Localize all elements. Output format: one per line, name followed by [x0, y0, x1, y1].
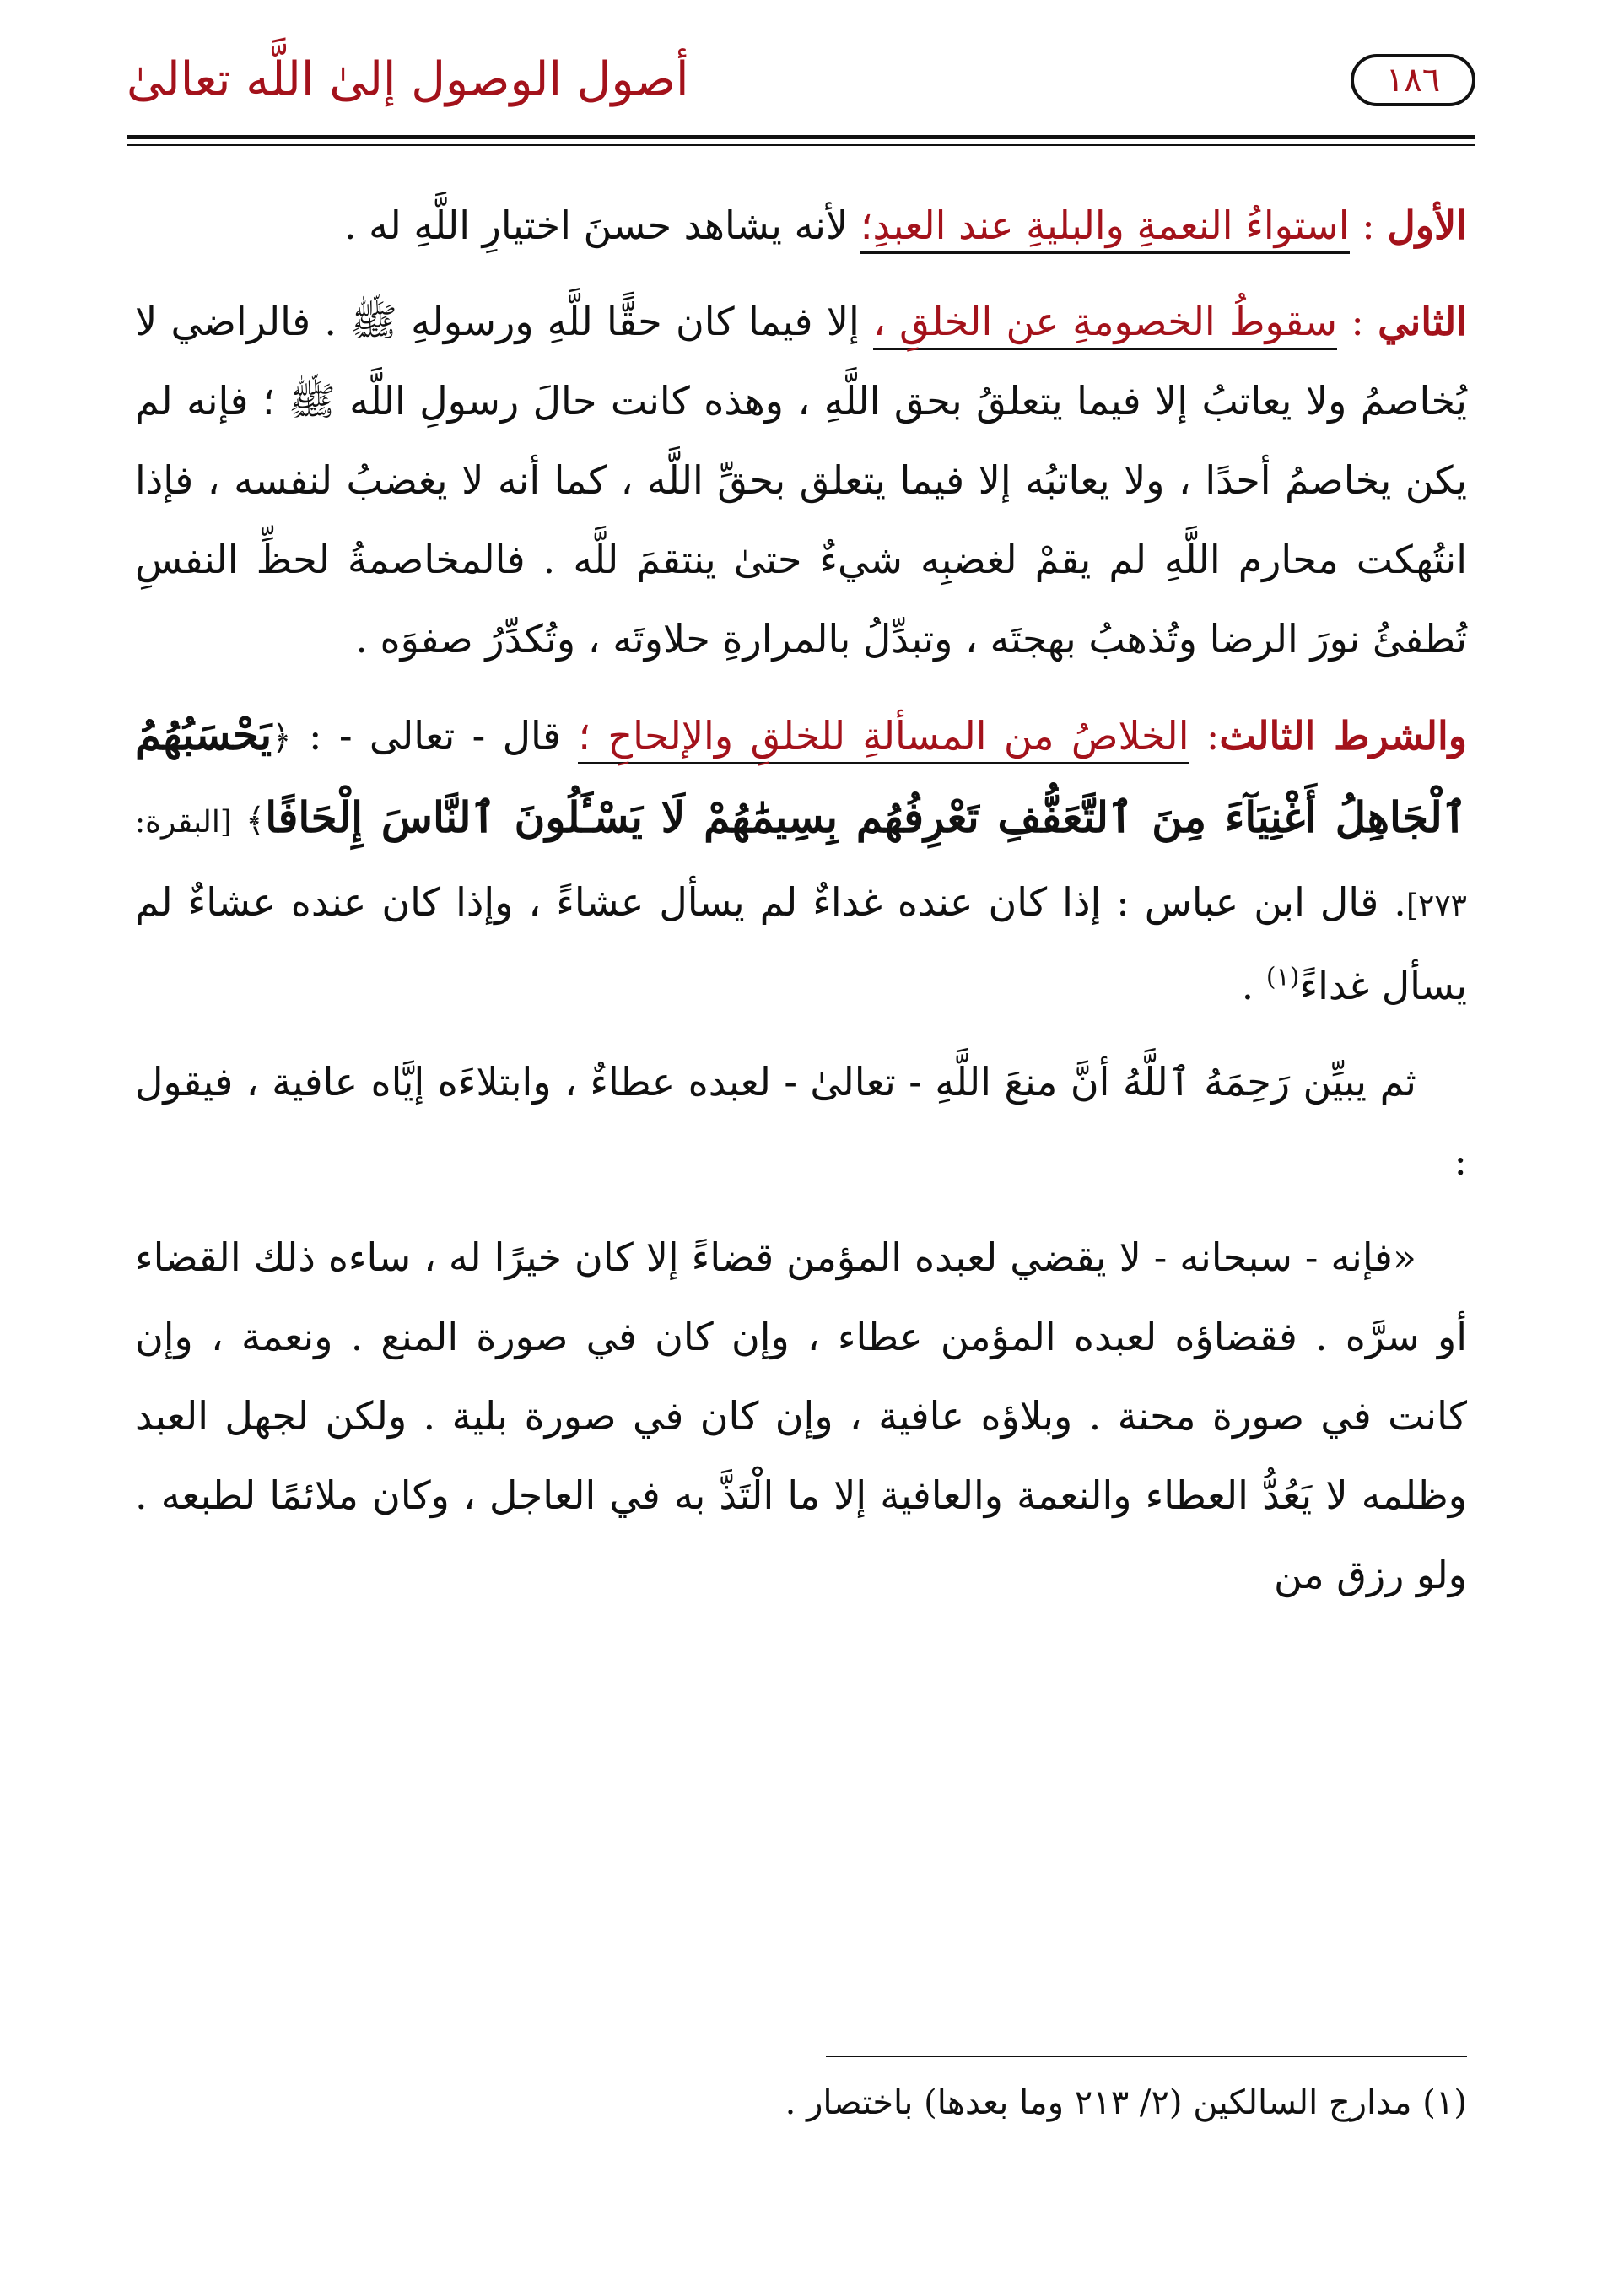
citation-open: [: [219, 805, 245, 840]
paragraph-second-condition: [135, 282, 1467, 678]
quran-verse: يَحْسَبُهُمُ ٱلْجَاهِلُ أَغْنِيَآءَ مِنَ ٱلتَّعَفُّفِ تَعْرِفُهُم بِسِيمَٰهُمْ لَا يَسْـَٔلُونَ ٱلنَّاسَ إِلْحَافًا: [135, 710, 1467, 842]
label-colon: :: [1349, 203, 1388, 248]
paragraph-first-condition: [135, 186, 1467, 265]
header-rule-thin: [127, 144, 1475, 146]
citation-close: ]: [1405, 889, 1418, 923]
paragraph-text: «فإنه - سبحانه - لا يقضي لعبده المؤمن قضاءً إلا كان خيرًا له ، ساءه ذلك القضاء أو سرَّه . فقضاؤه لعبده المؤمن عطاء ، وإن كان في صورة المنع . ونعمة ، وإن كانت في صورة محنة . وبلاؤه عافية ، وإن كان في صورة بلية . ولكن لجهل العبد وظلمه لا يَعُدُّ العطاء والنعمة والعافية إلا ما الْتَذَّ به في العاجل ، وكان ملائمًا لطبعه . ولو رزق من: [135, 1234, 1467, 1597]
page-header: [127, 44, 1475, 137]
verse-citation: البقرة: ٢٧٣: [135, 805, 1467, 923]
paragraph-text: لأنه يشاهد حسنَ اختيارِ اللَّهِ له .: [343, 203, 860, 248]
label-colon: :: [1337, 299, 1378, 344]
footnote: (١) مدارج السالكين (٢/ ٢١٣ وما بعدها) باختصار .: [785, 2083, 1467, 2122]
footnote-marker[interactable]: (١): [1265, 962, 1300, 992]
condition-label: والشرط الثالث: [1219, 713, 1468, 759]
page-body: [135, 186, 1467, 1614]
paragraph-text: ثم يبيِّن رَحِمَهُ ٱللَّهُ أنَّ منعَ اللَّهِ - تعالىٰ - لعبده عطاءٌ ، وابتلاءَه إيَّاه عافية ، فيقول :: [135, 1059, 1467, 1184]
condition-label: الثاني: [1378, 299, 1467, 344]
paragraph-intro: [135, 1042, 1467, 1201]
footnote-separator: [826, 2056, 1467, 2057]
paragraph-quote: [135, 1218, 1467, 1614]
paragraph-third-condition: [135, 695, 1467, 1025]
page-number: ١٨٦: [1351, 54, 1475, 106]
running-title: أصول الوصول إلىٰ اللَّه تعالىٰ: [127, 52, 689, 107]
condition-label: الأول: [1387, 203, 1467, 248]
verse-open-bracket: ﴿: [272, 719, 292, 758]
condition-term: استواءُ النعمةِ والبليةِ عند العبدِ؛: [860, 203, 1350, 254]
paragraph-end: .: [1241, 963, 1266, 1008]
paragraph-text: قال - تعالى - :: [291, 713, 579, 759]
label-colon: :: [1189, 713, 1220, 759]
condition-term: الخلاصُ من المسألةِ للخلقِ والإلحاحِ ؛: [578, 713, 1189, 764]
paragraph-text: إلا فيما كان حقًّا للَّهِ ورسولهِ ﷺ . فالراضي لا يُخاصمُ ولا يعاتبُ إلا فيما يتعلقُ بحق اللَّهِ ، وهذه كانت حالَ رسولِ اللَّه ﷺ ؛ فإنه لم يكن يخاصمُ أحدًا ، ولا يعاتبُه إلا فيما يتعلق بحقِّ اللَّه ، كما أنه لا يغضبُ لنفسه ، فإذا انتُهكت محارم اللَّهِ لم يقمْ لغضبِه شيءٌ حتىٰ ينتقمَ للَّه . فالمخاصمةُ لحظِّ النفسِ تُطفئُ نورَ الرضا وتُذهبُ بهجتَه ، وتبدِّلُ بالمرارةِ حلاوتَه ، وتُكدِّرُ صفوَه .: [135, 299, 1467, 662]
header-rule-thick: [127, 135, 1475, 139]
condition-term: سقوطُ الخصومةِ عن الخلقِ ،: [873, 299, 1337, 350]
verse-close-bracket: ﴾: [245, 802, 266, 840]
paragraph-text: . قال ابن عباس : إذا كان عنده غداءٌ لم يسأل عشاءً ، وإذا كان عنده عشاءٌ لم يسأل غداءً: [135, 879, 1467, 1008]
